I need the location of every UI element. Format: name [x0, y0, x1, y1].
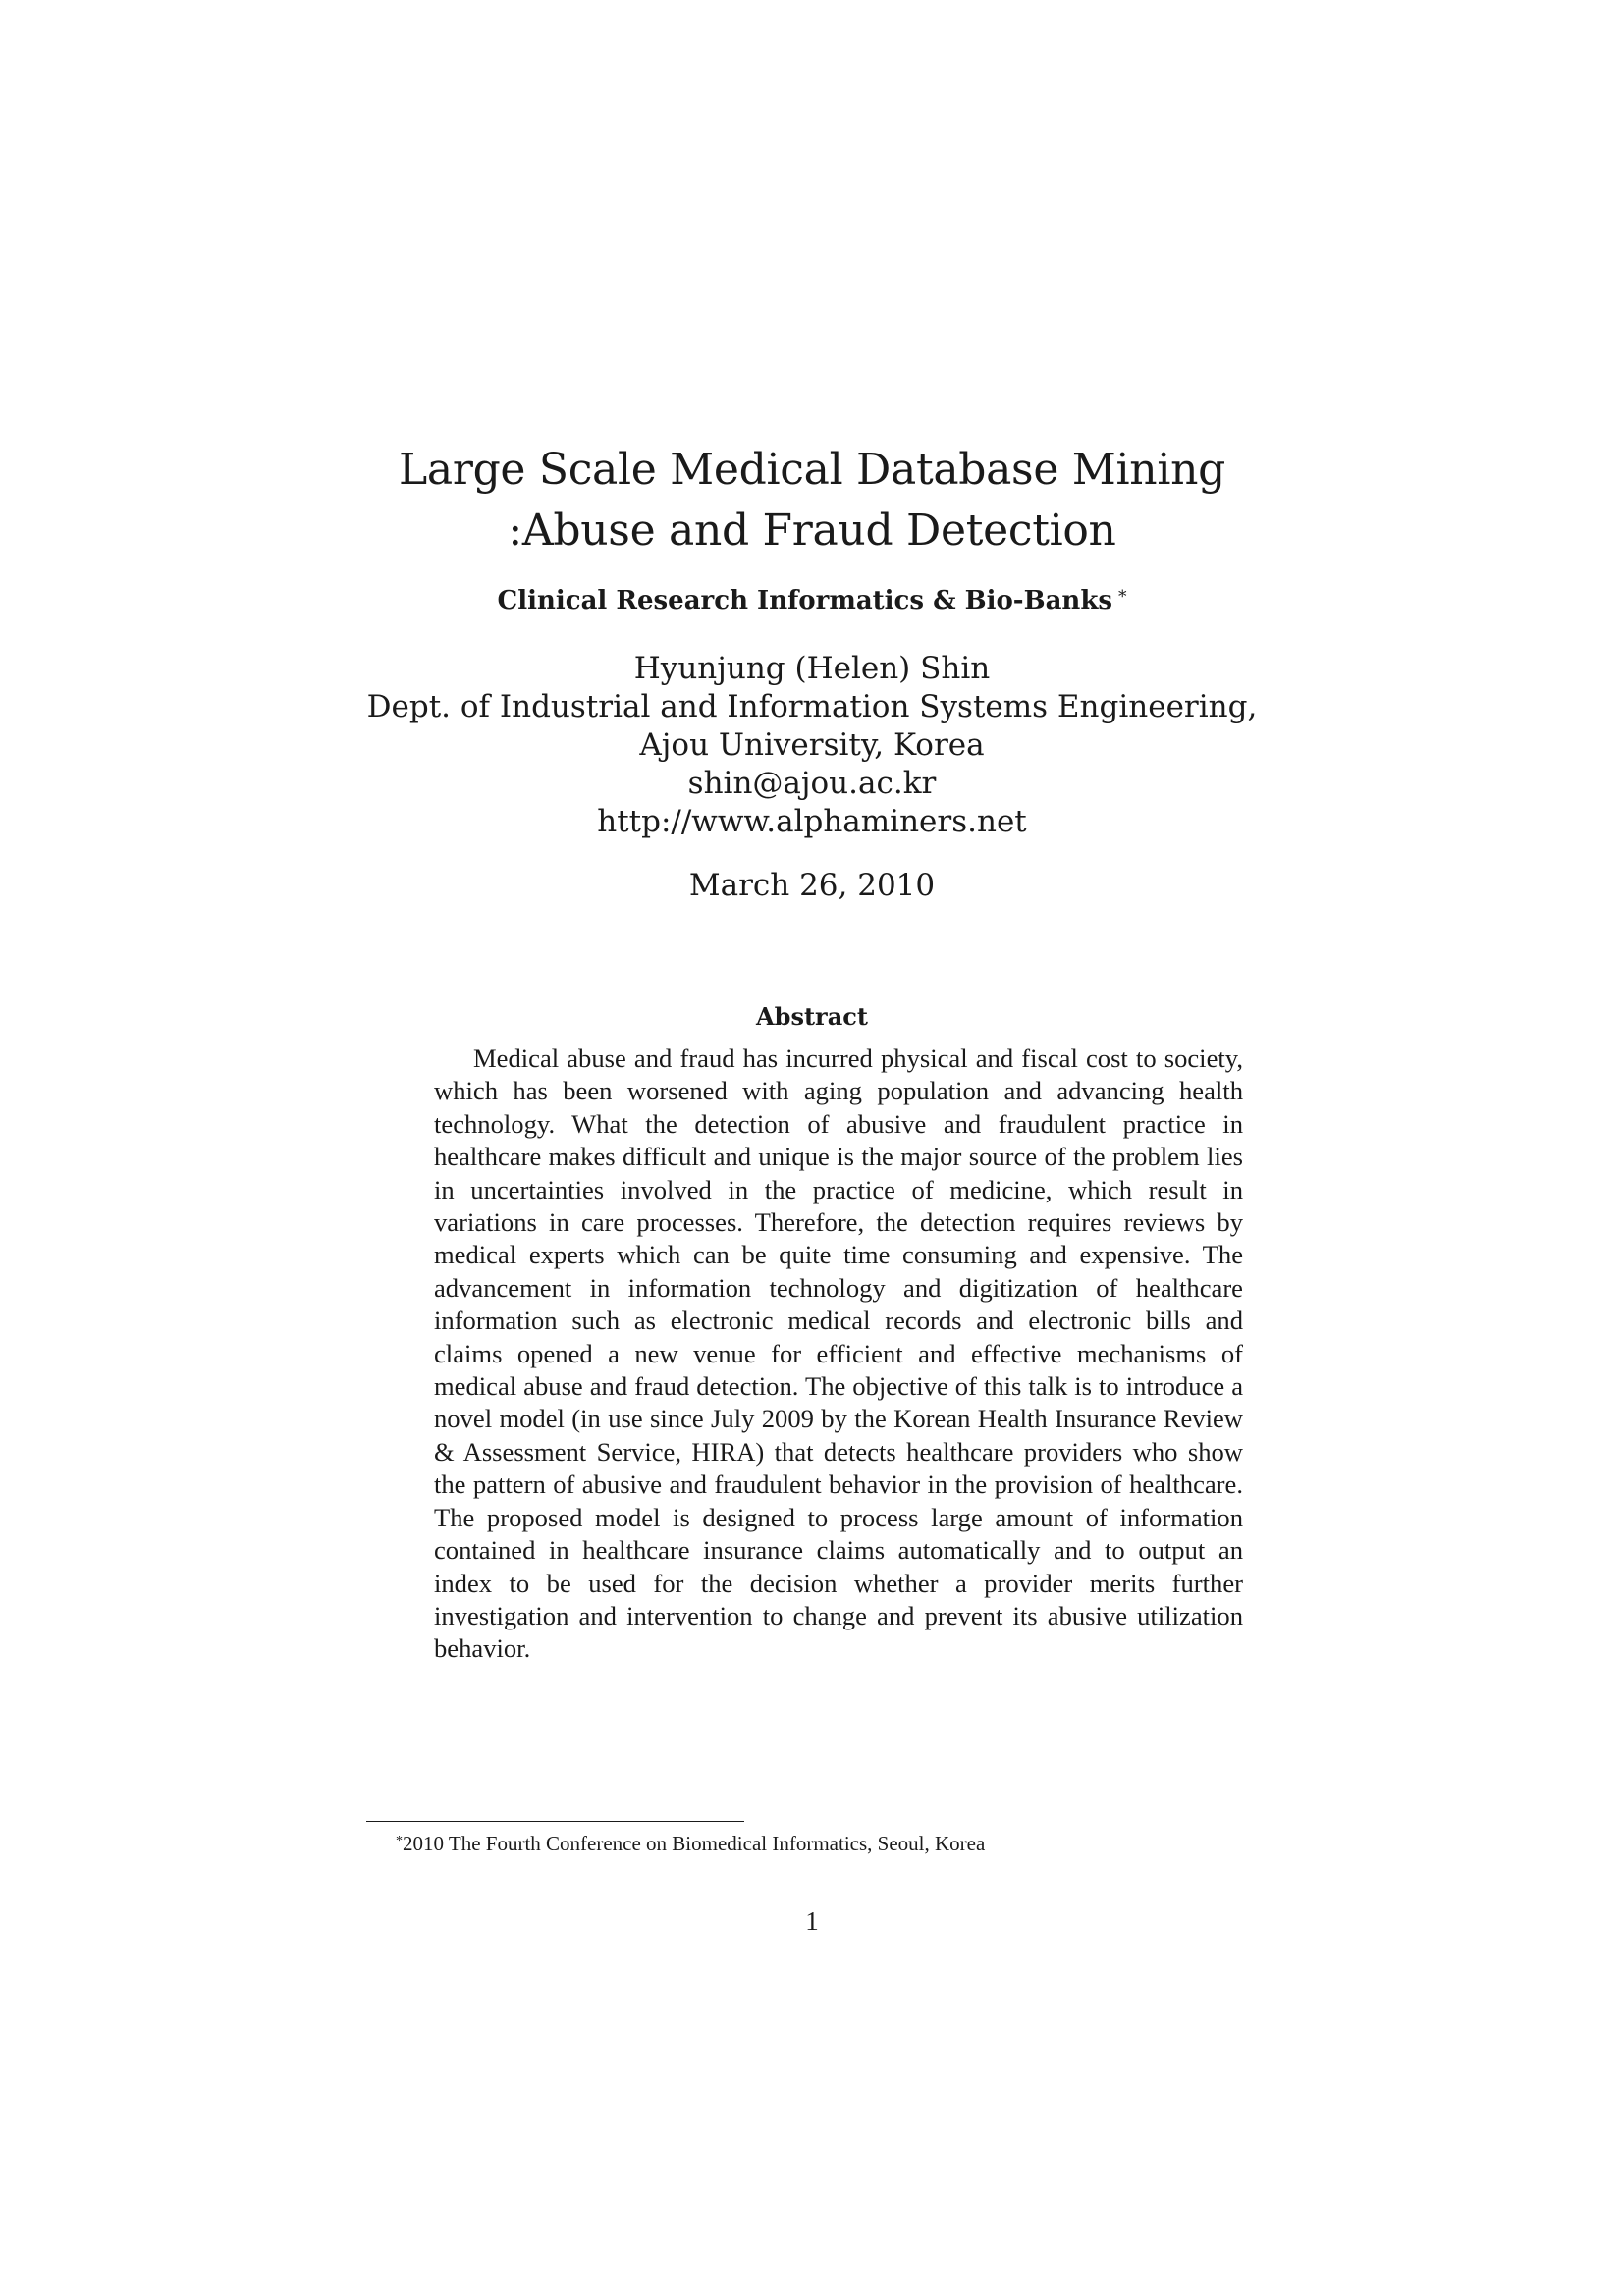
page-number: 1 [805, 1906, 819, 1936]
title-block [0, 440, 1624, 905]
footnote [366, 1830, 1250, 1857]
conference-session-text: Clinical Research Informatics & Bio-Banks [497, 586, 1112, 615]
author-institution: Ajou University, Korea [639, 727, 985, 763]
paper-date: March 26, 2010 [688, 868, 936, 903]
footnote-mark-ref: * [396, 1834, 403, 1848]
abstract-heading: Abstract [756, 1002, 868, 1031]
author-department: Dept. of Industrial and Information Systems Engineering, [366, 689, 1258, 724]
footnote-text: 2010 The Fourth Conference on Biomedical Informatics, Seoul, Korea [403, 1832, 986, 1855]
paper-title-line-2: :Abuse and Fraud Detection [508, 506, 1116, 556]
author-block [0, 650, 1624, 841]
abstract-body: Medical abuse and fraud has incurred physical and fiscal cost to society, which has been worsened with aging population and advancing health technology. What the detection of abusive and fraudulent practice in healthcare makes difficult and unique is the major source of the problem lies in uncertainties involved in the practice of medicine, which result in variations in care processes. Therefore, the detection requires reviews by medical experts which can be quite time consuming and expensive. The advancement in information technology and digitization of healthcare information such as electronic medical records and electronic bills and claims opened a new venue for efficient and effective mechanisms of medical abuse and fraud detection. The objective of this talk is to introduce a novel model (in use since July 2009 by the Korean Health Insurance Review & Assessment Service, HIRA) that detects healthcare providers who show the pattern of abusive and fraudulent behavior in the provision of healthcare. The proposed model is designed to process large amount of information contained in healthcare insurance claims automatically and to output an index to be used for the decision whether a provider merits further investigation and intervention to change and prevent its abusive utilization behavior. [434, 1043, 1243, 1664]
footnote-mark: * [1117, 587, 1127, 607]
footnote-divider [366, 1821, 744, 1822]
conference-session [0, 583, 1624, 618]
author-email: shin@ajou.ac.kr [687, 766, 937, 801]
author-name: Hyunjung (Helen) Shin [633, 651, 991, 686]
paper-title-line-1: Large Scale Medical Database Mining [398, 445, 1226, 495]
author-website: http://www.alphaminers.net [597, 804, 1027, 839]
